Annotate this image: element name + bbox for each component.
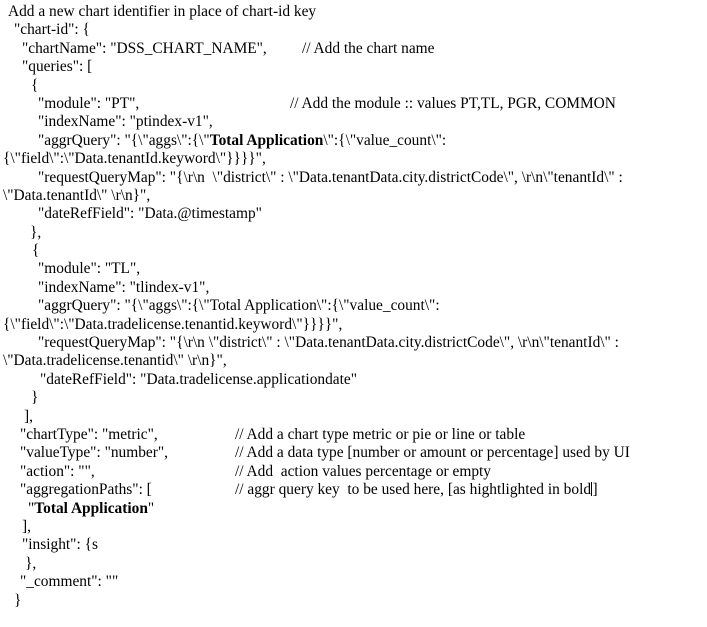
code-text: "chartType": "metric",	[20, 425, 158, 443]
code-text: },	[25, 554, 37, 572]
code-text: {\"field\":\"Data.tenantId.keyword\"}}}}",	[3, 150, 266, 168]
code-text: "aggregationPaths": [	[20, 481, 152, 499]
code-text: {\"field\":\"Data.tradelicense.tenantid.keyword\"}}}}",	[3, 315, 343, 333]
code-line	[0, 573, 707, 591]
code-line	[0, 297, 707, 315]
code-text: "indexName": "tlindex-v1",	[38, 278, 210, 296]
code-line	[0, 21, 707, 39]
inline-comment-text: // Add the module :: values PT,TL, PGR, COMMON	[290, 94, 616, 112]
code-line	[0, 77, 707, 95]
code-line	[0, 334, 707, 352]
code-text: "chartName": "DSS_CHART_NAME",	[22, 39, 267, 57]
code-line	[0, 444, 707, 462]
code-text: "dateRefField": "Data.tradelicense.applicationdate"	[40, 370, 357, 388]
code-line	[0, 58, 707, 76]
code-text: }	[14, 591, 22, 609]
code-text: "	[28, 499, 35, 517]
code-text: "action": "",	[20, 462, 95, 480]
code-line	[0, 316, 707, 334]
code-line	[0, 169, 707, 187]
code-line	[0, 40, 707, 58]
code-line	[0, 113, 707, 131]
code-text: },	[30, 223, 42, 241]
code-line	[0, 3, 707, 21]
code-line	[0, 536, 707, 554]
code-text: "_comment": ""	[20, 573, 119, 591]
code-line	[0, 352, 707, 370]
code-text: {	[32, 242, 40, 260]
code-text: Add a new chart identifier in place of chart-id key	[8, 3, 317, 20]
code-line	[0, 518, 707, 536]
code-text: \"Data.tenantId\" \r\n}",	[3, 186, 151, 204]
code-line	[0, 205, 707, 223]
code-text: \":{\"value_count\":	[323, 131, 447, 149]
code-text: Total Application	[34, 499, 148, 517]
inline-comment	[235, 463, 491, 481]
inline-comment	[235, 444, 630, 462]
code-line	[0, 279, 707, 297]
code-line	[0, 187, 707, 205]
code-text: "module": "TL",	[38, 260, 141, 278]
code-text: }	[31, 389, 39, 407]
inline-comment-text: // Add a chart type metric or pie or line or table	[235, 425, 526, 443]
code-line	[0, 481, 707, 499]
code-line	[0, 260, 707, 278]
inline-comment	[290, 95, 616, 113]
code-line	[0, 224, 707, 242]
code-text: "queries": [	[22, 58, 93, 76]
code-line	[0, 150, 707, 168]
code-line	[0, 371, 707, 389]
code-text: "requestQueryMap": "{\r\n \"district\" : \"Data.tenantData.city.districtCode\", \r\n\"tenantId\" :	[38, 334, 619, 352]
code-line	[0, 463, 707, 481]
code-text: "chart-id": {	[14, 21, 90, 39]
inline-comment-text: // Add action values percentage or empty	[235, 462, 491, 480]
code-line	[0, 500, 707, 518]
code-line	[0, 242, 707, 260]
code-line	[0, 592, 707, 610]
code-text: "aggrQuery": "{\"aggs\":{\"Total Application\":{\"value_count\":	[38, 297, 440, 315]
code-line	[0, 426, 707, 444]
code-text: "indexName": "ptindex-v1",	[38, 113, 213, 131]
code-text: "requestQueryMap": "{\r\n \"district\" : \"Data.tenantData.city.districtCode\", \r\n\"tenantId\" :	[38, 168, 623, 186]
code-text: \"Data.tradelicense.tenantid\" \r\n}",	[3, 352, 227, 370]
code-text: "aggrQuery": "{\"aggs\":{\"	[38, 131, 210, 149]
code-text: ],	[22, 517, 31, 535]
code-line	[0, 555, 707, 573]
inline-comment-text: // Add the chart name	[302, 39, 435, 57]
code-text: ],	[24, 407, 33, 425]
code-line	[0, 408, 707, 426]
code-text: "	[147, 499, 155, 517]
code-text: Total Application	[209, 131, 324, 149]
code-text: "module": "PT",	[38, 94, 140, 112]
inline-comment-text: ]	[592, 481, 598, 499]
code-text: "insight": {s	[22, 536, 98, 554]
inline-comment-text: // Add a data type [number or amount or percentage] used by UI	[235, 444, 630, 462]
code-text: "valueType": "number",	[20, 444, 168, 462]
code-text: "dateRefField": "Data.@timestamp"	[38, 205, 262, 223]
code-line	[0, 389, 707, 407]
inline-comment	[302, 40, 435, 58]
code-line	[0, 95, 707, 113]
inline-comment-text: // aggr query key to be used here, [as hightlighted in bold	[235, 481, 592, 499]
code-line	[0, 132, 707, 150]
inline-comment	[235, 426, 525, 444]
inline-comment	[235, 481, 598, 499]
code-text: {	[31, 76, 39, 94]
